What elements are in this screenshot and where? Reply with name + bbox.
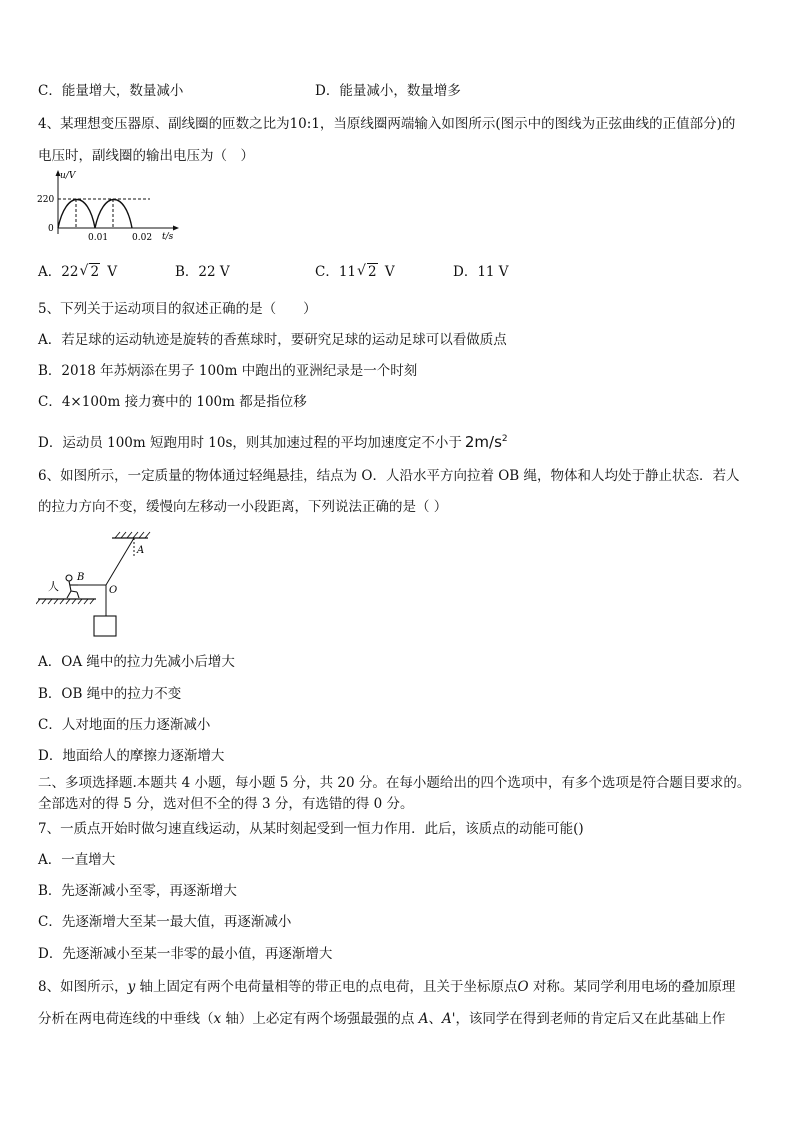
q5-stem: 5、下列关于运动项目的叙述正确的是（ ） [38, 301, 317, 317]
q8-stem-line2: 分析在两电荷连线的中垂线（x 轴）上必定有两个场强最强的点 A、A'，该同学在得到老师的肯定后又在此基础上作 [38, 1011, 726, 1027]
q6-figure [36, 528, 176, 644]
q4-x-axis-label: t/s [162, 232, 174, 242]
q6-stem-line2: 的拉力方向不变，缓慢向左移动一小段距离，下列说法正确的是（ ） [38, 499, 448, 515]
q4-option-b: B．22 V [175, 264, 230, 280]
q7-option-d: D．先逐渐减小至某一非零的最小值，再逐渐增大 [38, 946, 333, 962]
q5-option-b: B．2018 年苏炳添在男子 100m 中跑出的亚洲纪录是一个时刻 [38, 363, 418, 379]
q5-option-d: D．运动员 100m 短跑用时 10s，则其加速过程的平均加速度定不小于 $2m/s^2$ [38, 433, 508, 451]
q6-label-person: 人 [48, 580, 59, 593]
q4-voltage-graph [36, 168, 186, 244]
q5-option-d-value: $2m/s^2$ [464, 433, 508, 451]
q6-option-b: B．OB 绳中的拉力不变 [38, 686, 182, 702]
q4-option-a: A．22 √ 2 V [38, 262, 117, 282]
q7-option-a: A．一直增大 [38, 852, 116, 868]
q4-y-tick-220: 220 [37, 195, 55, 205]
q4-origin-label: 0 [48, 224, 54, 234]
q4-half-sine-2 [95, 200, 132, 229]
q7-option-b: B．先逐渐减小至零，再逐渐增大 [38, 883, 237, 899]
q6-ground-hatch [36, 599, 94, 604]
q4-half-sine-1 [58, 200, 95, 229]
q4-stem-line1: 4、某理想变压器原、副线圈的匝数之比为10:1，当原线圈两端输入如图所示(图示中的图线为正弦曲线的正值部分)的 [38, 116, 736, 132]
q6-label-b: B [77, 572, 85, 583]
q4-x-tick-001: 0.01 [88, 233, 109, 243]
q4-option-d: D．11 V [453, 264, 509, 280]
q3-option-d: D．能量减小，数量增多 [315, 83, 461, 99]
q4-y-axis-label: u/V [60, 171, 76, 181]
q3-options-row [38, 81, 758, 101]
q5-option-c: C．4×100m 接力赛中的 100m 都是指位移 [38, 394, 307, 410]
q4-options-row [38, 262, 758, 282]
q7-option-c: C．先逐渐增大至某一最大值，再逐渐减小 [38, 914, 292, 930]
q6-label-a: A [137, 545, 145, 556]
q6-stem-line1: 6、如图所示，一定质量的物体通过轻绳悬挂，结点为 O．人沿水平方向拉着 OB 绳，物体和人均处于静止状态．若人 [38, 468, 740, 484]
q6-label-o: O [109, 585, 118, 596]
q4-x-tick-002: 0.02 [132, 233, 153, 243]
q8-stem-line1: 8、如图所示，y 轴上固定有两个电荷量相等的带正电的点电荷，且关于坐标原点O 对称。某同学利用电场的叠加原理 [38, 979, 736, 995]
q6-option-c: C．人对地面的压力逐渐减小 [38, 717, 211, 733]
q6-option-a: A．OA 绳中的拉力先减小后增大 [38, 654, 235, 670]
section2-line1: 二、多项选择题.本题共 4 小题，每小题 5 分，共 20 分。在每小题给出的四个选项中，有多个选项是符合题目要求的。 [38, 775, 751, 791]
q3-option-c: C．能量增大，数量减小 [38, 83, 184, 99]
q4-x-arrow [173, 226, 179, 231]
q7-stem: 7、一质点开始时做匀速直线运动，从某时刻起受到一恒力作用．此后，该质点的动能可能() [38, 821, 584, 837]
q4-stem-line2: 电压时，副线圈的输出电压为（ ） [38, 148, 254, 164]
q5-option-a: A．若足球的运动轨迹是旋转的香蕉球时，要研究足球的运动足球可以看做质点 [38, 332, 507, 348]
q6-block [94, 616, 116, 636]
q4-option-c: C．11 √ 2 V [315, 262, 395, 282]
section2-line2: 全部选对的得 5 分，选对但不全的得 3 分，有选错的得 0 分。 [38, 796, 414, 812]
q6-ceiling-hatch [115, 532, 150, 538]
q6-rope-oa [106, 538, 134, 585]
q6-option-d: D．地面给人的摩擦力逐渐增大 [38, 748, 225, 764]
